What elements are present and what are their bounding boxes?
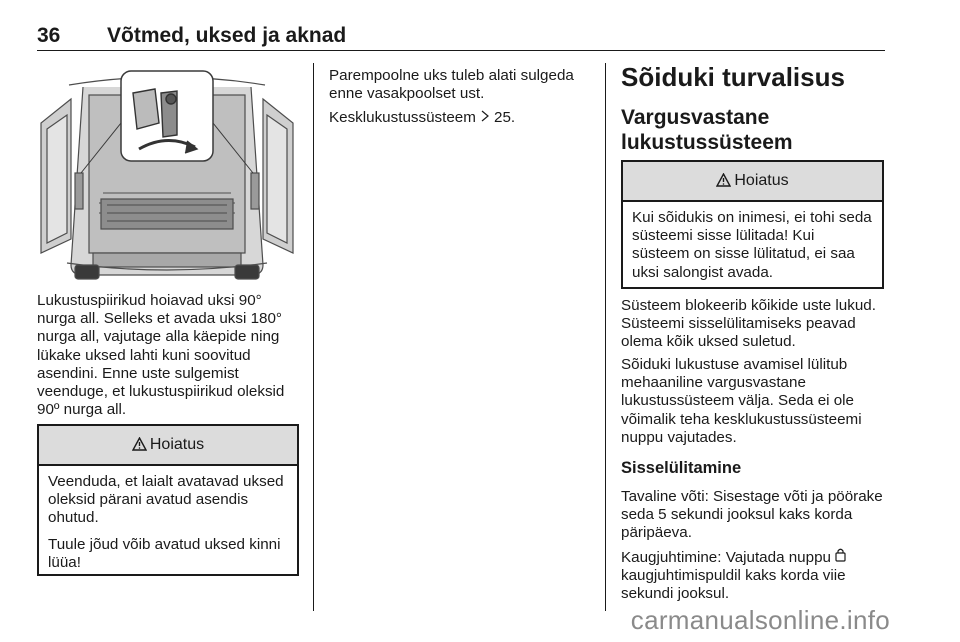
warning-triangle-icon [716, 172, 731, 191]
warning-triangle-icon [132, 436, 147, 455]
warning-header [623, 162, 882, 202]
page-number: 36 [37, 24, 61, 47]
regular-key-paragraph: Tavaline võti: Sisestage võti ja pöörake seda 5 sekundi jooksul kaks korda päripäeva. [621, 488, 883, 542]
door-limiter-paragraph: Lukustuspiirikud hoiavad uksi 90° nurga all. Selleks et avada uksi 180° nurga all, vajutage alla käepide ning lükake uksed lahti kuni soovitud asendini. Enne uste sulgemist veenduge, et lukustuspiirikud oleksid 90º nurga all. [37, 292, 285, 419]
subsection-title: Vargusvastane lukustussüsteem [621, 106, 793, 154]
remote-control-text-cont: kaugjuhtimispuldil kaks korda viie sekundi jooksul. [621, 567, 846, 603]
warning-text: Kui sõidukis on inimesi, ei tohi seda süsteemi sisse lülitada! Kui süsteem on sisse lülitatud, ei saa uksi salongist avada. [632, 209, 872, 281]
section-title: Sõiduki turvalisus [621, 62, 845, 92]
warning-text: Tuule jõud võib avatud uksed kinni lüüa! [48, 535, 281, 571]
warning-title: Hoiatus [149, 436, 205, 453]
warning-box-anti-theft [621, 160, 884, 289]
cross-reference-arrow-icon[interactable] [480, 109, 494, 125]
unlock-deactivates-paragraph: Sõiduki lukustuse avamisel lülitub mehaaniline vargusvastane lukustussüsteem välja. Seda ei ole võimalik teha kesklukustussüsteemi nuppu vajutades. [621, 356, 862, 446]
column-divider-right [605, 63, 606, 611]
activation-heading: Sisselülitamine [621, 459, 742, 477]
cross-reference-page[interactable]: 25. [494, 109, 516, 126]
central-locking-label: Kesklukustussüsteem [329, 109, 476, 126]
remote-control-text: Kaugjuhtimine: Vajutada nuppu [621, 549, 831, 566]
warning-box-doors [37, 424, 299, 576]
watermark: carmanualsonline.info [630, 605, 890, 635]
central-locking-reference [329, 108, 591, 127]
column-divider-left [313, 63, 314, 611]
warning-header [39, 426, 297, 466]
page-header [37, 24, 885, 51]
warning-text: Veenduda, et laialt avatavad uksed oleksid pärani avatud asendis ohutud. [48, 473, 284, 527]
van-rear-doors-illustration [37, 63, 297, 281]
door-closing-order-paragraph: Parempoolne uks tuleb alati sulgeda enne vasakpoolset ust. [329, 67, 574, 103]
system-blocks-paragraph: Süsteem blokeerib kõikide uste lukud. Süsteemi sisselülitamiseks peavad olema kõik uksed suletud. [621, 297, 876, 351]
remote-control-paragraph [621, 547, 885, 604]
page-title: Võtmed, uksed ja aknad [107, 24, 347, 47]
lock-button-icon [835, 549, 846, 565]
warning-title: Hoiatus [734, 172, 789, 189]
